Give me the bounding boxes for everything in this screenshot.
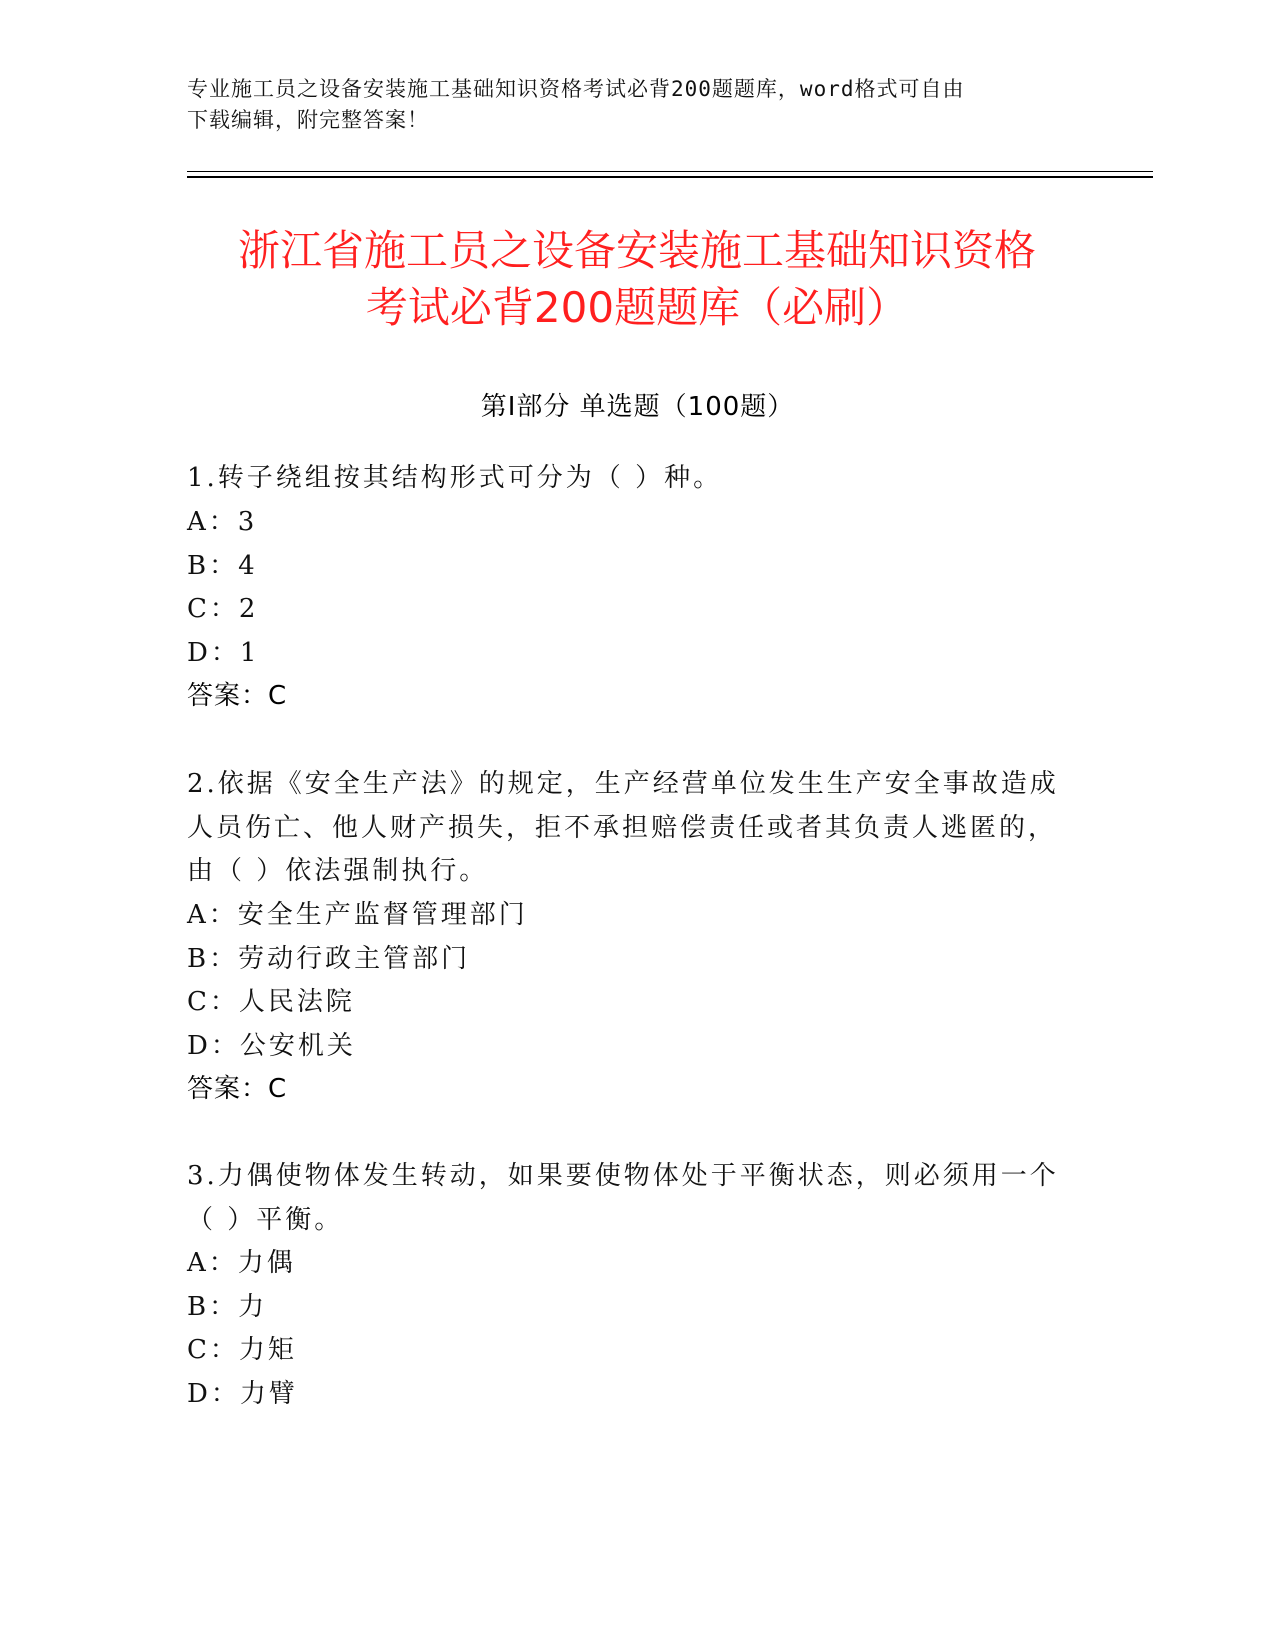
question-2-stem-line-2: 人员伤亡、他人财产损失，拒不承担赔偿责任或者其负责人逃匿的， xyxy=(187,813,1058,843)
header-note-line-1: 专业施工员之设备安装施工基础知识资格考试必背200题题库，word格式可自由 xyxy=(187,77,965,101)
question-3-option-c: C：力矩 xyxy=(187,1335,297,1365)
document-title-line-1: 浙江省施工员之设备安装施工基础知识资格 xyxy=(237,226,1036,275)
question-3-option-a: A：力偶 xyxy=(187,1248,296,1278)
question-3-stem-line-1: 3.力偶使物体发生转动，如果要使物体处于平衡状态，则必须用一个 xyxy=(187,1161,1059,1191)
question-1-option-c: C：2 xyxy=(187,594,259,624)
question-2-option-d: D：公安机关 xyxy=(187,1031,356,1061)
question-1-answer: 答案：C xyxy=(187,681,288,711)
header-rule-bottom xyxy=(187,176,1153,178)
question-1-option-a: A：3 xyxy=(187,507,258,537)
question-3-stem-line-2: （ ）平衡。 xyxy=(187,1205,344,1235)
header-note xyxy=(187,74,1067,136)
question-2-stem-line-1: 2.依据《安全生产法》的规定，生产经营单位发生生产安全事故造成 xyxy=(187,769,1059,799)
question-1-stem: 1.转子绕组按其结构形式可分为（ ）种。 xyxy=(187,463,723,493)
header-rule-top xyxy=(187,171,1153,172)
question-2-option-c: C：人民法院 xyxy=(187,987,355,1017)
question-2-stem-line-3: 由（ ）依法强制执行。 xyxy=(187,856,489,886)
section-heading: 第Ⅰ部分 单选题（100题） xyxy=(480,392,795,422)
question-2-option-b: B：劳动行政主管部门 xyxy=(187,944,471,974)
question-2-option-a: A：安全生产监督管理部门 xyxy=(187,900,528,930)
header-note-line-2: 下载编辑，附完整答案！ xyxy=(187,108,429,132)
question-3-option-b: B：力 xyxy=(187,1292,268,1322)
question-2-answer: 答案：C xyxy=(187,1074,288,1104)
document-title-line-2: 考试必背200题题库（必刷） xyxy=(365,283,909,332)
question-3-option-d: D：力臂 xyxy=(187,1379,298,1409)
document-title xyxy=(187,222,1087,336)
question-1-option-b: B：4 xyxy=(187,551,258,581)
question-1-option-d: D：1 xyxy=(187,638,260,668)
